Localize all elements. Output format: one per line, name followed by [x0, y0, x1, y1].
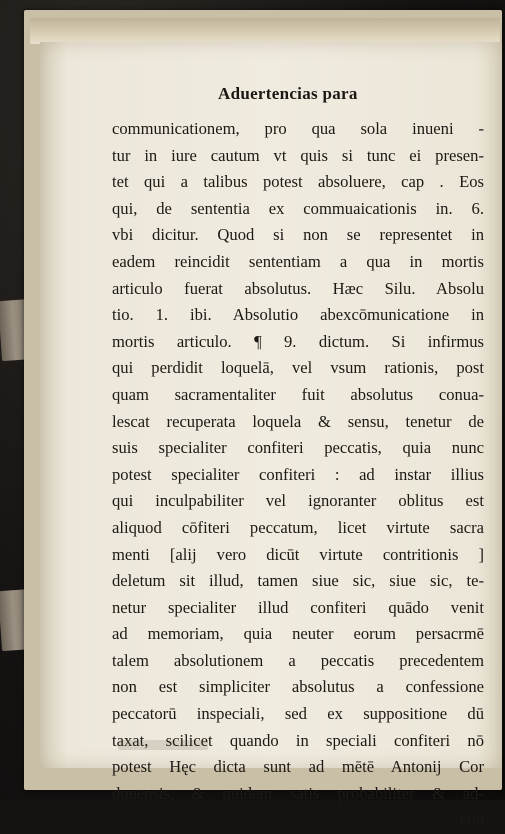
text-line: taxat, scilicet quando in speciali confiteri nō [112, 730, 484, 750]
text-line: suis specialiter confiteri peccatis, quia nunc [112, 438, 484, 458]
text-line: qui, de sententia ex commuaicationis in. 6. [112, 198, 484, 218]
text-line: tur in iure cautum vt quis si tunc ei presen- [112, 145, 484, 165]
text-line: mortis articulo. ¶ 9. dictum. Si infirmus [112, 331, 484, 351]
text-line: qui inculpabiliter vel ignoranter oblitus est [112, 491, 484, 511]
text-line: tet qui a talibus potest absoluere, cap . Eos [112, 172, 484, 192]
text-line: peccatorū inspeciali, sed ex suppositione dū [112, 704, 484, 724]
text-line: aliquod cōfiteri peccatum, licet virtute sacra [112, 517, 484, 537]
catchword: con [460, 810, 484, 830]
text-line: potest Hęc dicta sunt ad mētē Antonij Cor [112, 757, 484, 777]
text-line: eadem reincidit sententiam a qua in mortis [112, 251, 484, 271]
text-line: communicationem, pro qua sola inueni - [112, 119, 484, 138]
text-line: deletum sit illud, tamen siue sic, siue sic, te- [112, 571, 484, 591]
text-line: lescat recuperata loquela & sensu, tenetur de [112, 411, 484, 431]
text-line: potest specialiter confiteri : ad instar illius [112, 464, 484, 484]
text-line: netur specialiter illud confiteri quādo venit [112, 597, 484, 617]
running-header: Aduertencias para [218, 84, 358, 103]
text-line: tio. 1. ibi. Absolutio abexcōmunicatione in [112, 305, 484, 325]
text-line: qui perdidit loquelā, vel vsum rationis, post [112, 358, 484, 378]
text-line: duuensis, & quidem satis probabiliter & ad- [112, 783, 484, 803]
text-line: vbi dicitur. Quod si non se representet in [112, 225, 484, 245]
text-line: ad memoriam, quia neuter eorum persacrmē [112, 624, 484, 644]
page-body [112, 116, 484, 834]
text-line: talem absolutionem a peccatis precedentem [112, 650, 484, 670]
text-line: articulo fuerat absolutus. Hæc Silu. Absolu [112, 278, 484, 298]
page-edge [30, 18, 500, 44]
text-line: menti [alij vero dicūt virtute contritionis ] [112, 544, 484, 564]
text-line: non est simpliciter absolutus a confessione [112, 677, 484, 697]
text-line: quam sacramentaliter fuit absolutus conua- [112, 384, 484, 404]
faded-signature-mark [118, 740, 208, 750]
